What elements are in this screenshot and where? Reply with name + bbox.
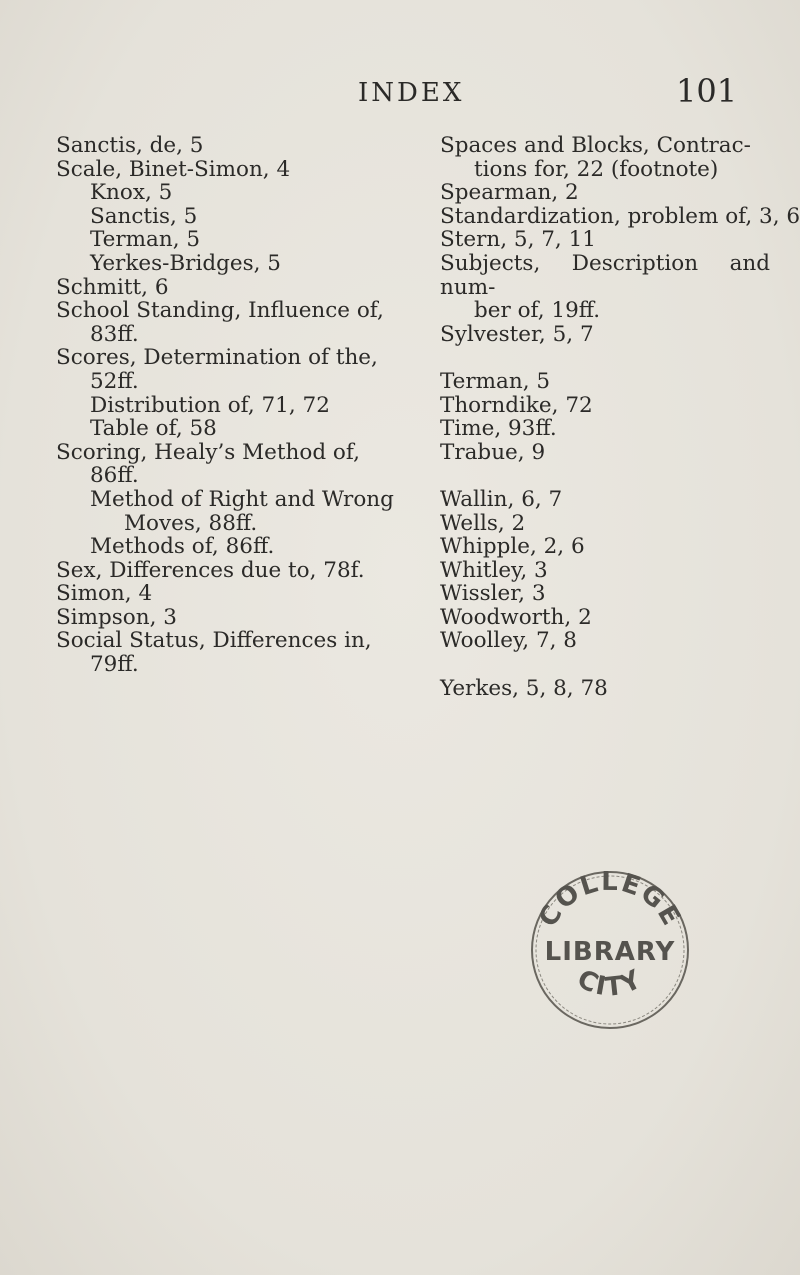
index-subentry-text: Methods of, 86ff. xyxy=(90,534,275,560)
index-subentry-text: Knox, 5 xyxy=(90,180,173,206)
index-entry xyxy=(56,299,386,346)
index-entry-continuation: 86ff. xyxy=(90,463,139,489)
index-subentry xyxy=(56,394,386,418)
page-header xyxy=(0,72,800,118)
index-entry-heading: Scoring, Healy’s Method of, xyxy=(56,439,360,465)
index-entry xyxy=(56,582,386,606)
index-entry xyxy=(56,158,386,182)
index-entry-heading: Wissler, 3 xyxy=(440,581,546,607)
index-subentry-text: Table of, 58 xyxy=(90,416,217,442)
index-entry xyxy=(56,559,386,583)
index-entry xyxy=(440,441,770,465)
index-entry xyxy=(440,394,770,418)
index-entry xyxy=(440,203,800,229)
library-stamp xyxy=(520,860,700,1040)
index-entry-heading: Spaces and Blocks, Contrac- xyxy=(440,133,751,158)
index-entry-heading: Yerkes, 5, 8, 78 xyxy=(440,675,608,701)
stamp-top-text: COLLEGE xyxy=(533,866,687,933)
index-subentry xyxy=(56,181,386,205)
index-entry-heading: Woodworth, 2 xyxy=(440,604,592,630)
index-entry xyxy=(440,323,770,347)
index-entry-heading: Thorndike, 72 xyxy=(440,392,593,418)
index-entry-heading: Simon, 4 xyxy=(56,581,153,607)
section-gap xyxy=(440,653,770,677)
index-subentry xyxy=(56,535,386,559)
index-entry xyxy=(440,370,770,394)
index-entry xyxy=(56,134,386,158)
index-entry-heading: Scores, Determination of the, xyxy=(56,345,378,371)
index-entry-heading: Sanctis, de, 5 xyxy=(56,133,204,158)
index-entry xyxy=(440,582,770,606)
index-subentry xyxy=(56,205,386,229)
section-gap xyxy=(440,346,770,370)
stamp-center-text: LIBRARY xyxy=(544,937,676,967)
index-entry xyxy=(440,252,770,323)
index-entry-heading: Terman, 5 xyxy=(440,368,551,394)
index-entry xyxy=(440,559,770,583)
index-subentry-text: Terman, 5 xyxy=(90,227,201,253)
index-entry-heading: Sex, Differences due to, 78f. xyxy=(56,557,365,583)
index-entry xyxy=(440,228,770,252)
index-entry-heading: Simpson, 3 xyxy=(56,604,177,630)
section-gap xyxy=(440,464,770,488)
index-subentry xyxy=(56,417,386,441)
index-entry-heading: Time, 93ff. xyxy=(440,416,557,442)
index-subentry-text: Method of Right and Wrong xyxy=(90,486,394,512)
index-entry xyxy=(56,606,386,630)
page-number: 101 xyxy=(676,72,738,110)
index-entry-heading: Trabue, 9 xyxy=(440,439,546,465)
index-entry xyxy=(440,535,770,559)
index-subentry xyxy=(56,228,386,252)
index-entry-heading: Schmitt, 6 xyxy=(56,274,169,300)
index-entry xyxy=(56,276,386,300)
index-entry xyxy=(440,606,770,630)
index-entry xyxy=(56,629,386,676)
index-entry-continuation: 79ff. xyxy=(90,652,139,678)
stamp-bottom-text: CITY xyxy=(572,963,648,1003)
index-entry-continuation: 52ff. xyxy=(90,368,139,394)
page-title: INDEX xyxy=(358,78,465,108)
index-entry-heading: Wells, 2 xyxy=(440,510,526,536)
index-entry-heading: Wallin, 6, 7 xyxy=(440,486,563,512)
index-entry-heading: Spearman, 2 xyxy=(440,180,579,206)
index-entry-continuation: ber of, 19ff. xyxy=(474,298,601,324)
index-entry-heading: Sylvester, 5, 7 xyxy=(440,321,594,347)
index-column-right xyxy=(440,133,800,701)
index-subentry xyxy=(56,486,394,536)
index-entry xyxy=(440,512,770,536)
index-entry-heading: Whitley, 3 xyxy=(440,557,548,583)
index-entry-continuation: 83ff. xyxy=(90,321,139,347)
index-entry xyxy=(56,346,386,393)
index-subentry-text: Sanctis, 5 xyxy=(90,203,198,229)
index-entry-heading: Social Status, Differences in, xyxy=(56,628,372,654)
index-column-left xyxy=(56,133,394,678)
index-entry xyxy=(56,441,386,488)
index-entry xyxy=(440,677,770,701)
index-subentry-text: Yerkes-Bridges, 5 xyxy=(90,250,281,276)
index-entry-heading: Whipple, 2, 6 xyxy=(440,534,585,560)
index-entry-heading: Scale, Binet-Simon, 4 xyxy=(56,156,291,182)
index-entry xyxy=(440,629,770,653)
index-subentry xyxy=(56,252,386,276)
index-entry-heading: Stern, 5, 7, 11 xyxy=(440,227,596,253)
index-entry-heading: Subjects, Description and num- xyxy=(440,250,770,300)
index-subentry-text: Distribution of, 71, 72 xyxy=(90,392,330,418)
index-entry-heading: Woolley, 7, 8 xyxy=(440,628,577,654)
index-entry-heading: School Standing, Influence of, xyxy=(56,298,384,324)
index-entry xyxy=(440,181,770,205)
index-subentry-continuation: Moves, 88ff. xyxy=(124,510,258,536)
index-entry xyxy=(440,417,770,441)
index-entry-continuation: tions for, 22 (footnote) xyxy=(474,156,719,182)
index-entry xyxy=(440,134,770,181)
index-entry xyxy=(440,488,770,512)
index-entry-heading: Standardization, problem of, 3, 6 xyxy=(440,203,800,229)
